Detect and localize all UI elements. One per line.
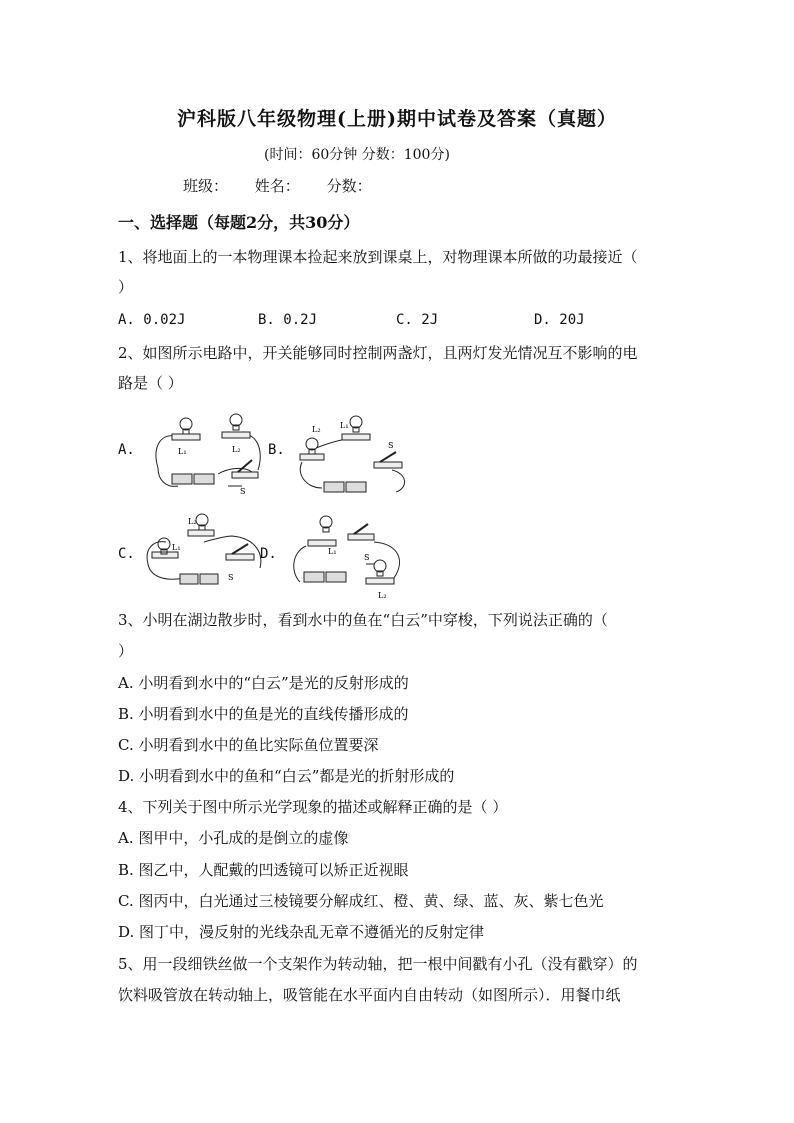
q3-option-d: D. 小明看到水中的鱼和“白云”都是光的折射形成的 [118,767,455,785]
switch-label: S [388,441,394,450]
q3-stem-cont: ） [118,642,134,660]
lamp-label: L₁ [340,421,349,430]
q4-option-c: C. 图丙中，白光通过三棱镜要分解成红、橙、黄、绿、蓝、灰、紫七色光 [118,892,604,910]
page-title: 沪科版八年级物理(上册)期中试卷及答案（真题） [177,108,617,130]
circuit-diagram-c [144,512,268,586]
q3-option-c: C. 小明看到水中的鱼比实际鱼位置要深 [118,736,379,754]
section-heading: 一、选择题（每题2分，共30分） [118,213,360,232]
circuit-diagram-b [296,408,414,500]
q1-option-b: B. 0.2J [258,312,318,328]
q2-label-d: D. [260,546,277,562]
lamp-label: L₂ [312,425,321,434]
q2-label-b: B. [268,442,285,458]
switch-label: S [364,553,370,562]
circuit-diagram-a [148,408,266,500]
name-label: 姓名： [254,177,300,195]
q2-stem: 2、如图所示电路中，开关能够同时控制两盏灯，且两灯发光情况互不影响的电 [118,344,638,362]
lamp-label: L₁ [328,547,337,556]
lamp-label: L₁ [178,447,187,456]
q1-option-d: D. 20J [534,312,585,328]
exam-time-score: (时间：60分钟 分数：100分) [264,147,450,163]
lamp-label: L₂ [378,591,387,600]
q2-label-c: C. [118,546,135,562]
circuit-diagram-d [290,512,408,604]
class-label: 班级： [183,177,229,195]
q1-stem: 1、将地面上的一本物理课本捡起来放到课桌上，对物理课本所做的功最接近（ [118,248,638,266]
q3-stem: 3、小明在湖边散步时，看到水中的鱼在“白云”中穿梭，下列说法正确的（ [118,611,608,629]
lamp-label: L₂ [232,445,241,454]
q4-stem: 4、下列关于图中所示光学现象的描述或解释正确的是（ ） [118,798,508,816]
lamp-label: L₂ [188,517,197,526]
q5-stem: 5、用一段细铁丝做一个支架作为转动轴，把一根中间戳有小孔（没有戳穿）的 [118,955,638,973]
q4-option-b: B. 图乙中，人配戴的凹透镜可以矫正近视眼 [118,861,409,879]
q4-option-d: D. 图丁中，漫反射的光线杂乱无章不遵循光的反射定律 [118,923,485,941]
q4-option-a: A. 图甲中，小孔成的是倒立的虚像 [118,829,349,847]
lamp-label: L₁ [172,543,181,552]
q3-option-a: A. 小明看到水中的“白云”是光的反射形成的 [118,674,409,692]
q5-stem-cont: 饮料吸管放在转动轴上，吸管能在水平面内自由转动（如图所示）．用餐巾纸 [118,986,621,1004]
q1-stem-cont: ） [118,278,134,296]
q3-option-b: B. 小明看到水中的鱼是光的直线传播形成的 [118,705,409,723]
q1-option-c: C. 2J [396,312,439,328]
score-label: 分数： [326,177,372,195]
q2-label-a: A. [118,442,135,458]
q2-stem-cont: 路是（ ） [118,374,183,392]
switch-label: S [240,487,246,496]
switch-label: S [228,573,234,582]
student-info [183,175,394,196]
q1-option-a: A. 0.02J [118,312,186,328]
